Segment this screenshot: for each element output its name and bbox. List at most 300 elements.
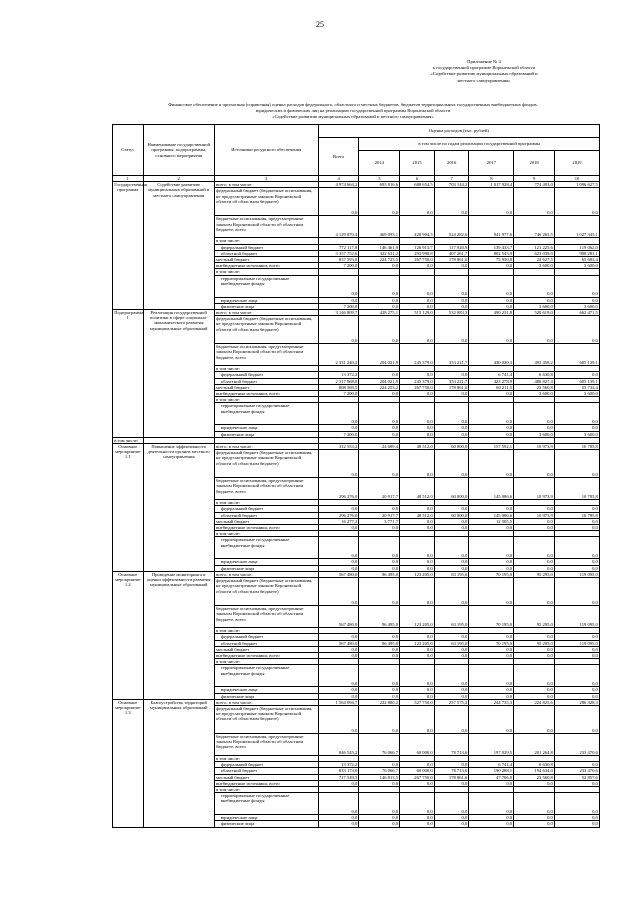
source-label: федеральный бюджет (бюджетные ассигнования, не предусмотренные законом Воронежской области об областном бюджете) (214, 316, 318, 344)
year-value: 1 017 928,4 (469, 182, 514, 188)
source-label: в том числе: (214, 366, 318, 372)
source-label: местный бюджет (214, 646, 318, 652)
year-value: 190 288,1 (469, 768, 514, 774)
source-label: федеральный бюджет (214, 244, 318, 250)
year-value: 0,0 (359, 821, 400, 827)
source-label: федеральный бюджет (214, 372, 318, 378)
year-value: 0,0 (514, 634, 555, 640)
year-value: 0,0 (359, 303, 400, 309)
year-value: 3 771,7 (359, 518, 400, 524)
total-value: 0,0 (318, 316, 359, 344)
year-value: 3 600,0 (514, 391, 555, 397)
total-value: 0,0 (318, 634, 359, 640)
year-value: 65 682,4 (555, 257, 600, 263)
total-value: 0,0 (318, 559, 359, 565)
total-value: 0,0 (318, 793, 359, 815)
year-value: 0,0 (434, 559, 469, 565)
year-value: 524 282,6 (434, 216, 469, 238)
header-estimate: Оценка расходов (тыс. рублей) (318, 125, 599, 138)
year-value: 0,0 (555, 450, 600, 478)
year-value: 0,0 (555, 403, 600, 425)
status-cell: Подпрограмма 1 (113, 310, 144, 438)
year-value: 3 600,0 (555, 391, 600, 397)
year-value: 146 813,5 (359, 774, 400, 780)
year-value: 0,0 (359, 578, 400, 606)
year-value: 60 000,0 (400, 733, 435, 755)
total-value: 567 480,0 (318, 606, 359, 628)
total-value: 312 553,2 (318, 444, 359, 450)
year-value: 0,0 (359, 316, 400, 344)
year-value: 12 505,5 (469, 518, 514, 524)
year-value: 662 471,5 (555, 310, 600, 316)
year-value: 10 785,8 (555, 444, 600, 450)
year-value: 0,0 (514, 275, 555, 297)
year-value: 469 093,1 (359, 216, 400, 238)
year-value: 0,0 (400, 316, 435, 344)
source-label: бюджетные ассигнования, предусмотренные законом Воронежской области об областном бюджете, всего (214, 344, 318, 366)
year-value: 96 495,0 (359, 640, 400, 646)
year-value: 0,0 (469, 188, 514, 216)
source-label: всего, в том числе: (214, 699, 318, 705)
year-value: 3 600,0 (514, 431, 555, 437)
year-value: 353 221,7 (434, 344, 469, 366)
year-value: 23 560,8 (514, 774, 555, 780)
year-value: 123 205,0 (400, 606, 435, 628)
year-value: 0,0 (434, 425, 469, 431)
year-value: 0,0 (400, 578, 435, 606)
year-value: 693 816,6 (359, 182, 400, 188)
year-value: 0,0 (400, 565, 435, 571)
year-value: 63 195,0 (434, 571, 469, 577)
year-value: 0,0 (359, 297, 400, 303)
year-value: 0,0 (434, 263, 469, 269)
year-value: 0,0 (469, 431, 514, 437)
year-value: 204 021,9 (359, 378, 400, 384)
total-value: 0,0 (318, 815, 359, 821)
year-value: 121 225,6 (514, 244, 555, 250)
year-value: 746 265,5 (514, 216, 555, 238)
source-label: областной бюджет (214, 640, 318, 646)
year-value: 0,0 (469, 793, 514, 815)
title-line: юридических и физических лиц на реализацию государственной программы Воронежской области (255, 108, 451, 114)
year-value: 10 785,8 (555, 512, 600, 518)
year-value: 0,0 (400, 793, 435, 815)
year-value: 178 861,6 (434, 257, 469, 263)
year-value: 605 139,1 (555, 344, 600, 366)
source-label: бюджетные ассигнования, предусмотренные законом Воронежской области об областном бюджете, всего (214, 216, 318, 238)
source-label: юридические лица (214, 297, 318, 303)
year-value: 0,0 (434, 652, 469, 658)
year-value: 0,0 (469, 316, 514, 344)
source-label: федеральный бюджет (бюджетные ассигнования, не предусмотренные законом Воронежской области об областном бюджете) (214, 188, 318, 216)
year-value: 0,0 (359, 634, 400, 640)
year-value: 139 433,7 (469, 244, 514, 250)
year-value: 0,0 (434, 821, 469, 827)
year-value: 0,0 (469, 537, 514, 559)
year-value: 126 913,7 (400, 244, 435, 250)
total-value: 7 200,0 (318, 431, 359, 437)
year-value: 123 205,0 (400, 640, 435, 646)
year-value: 0,0 (434, 518, 469, 524)
source-label: территориальные государственные внебюджетные фонды (214, 275, 318, 297)
source-label: в том числе: (214, 659, 318, 665)
year-value: 0,0 (514, 705, 555, 733)
year-value: 53 732,4 (555, 384, 600, 390)
source-label: федеральный бюджет (214, 634, 318, 640)
year-value: 0,0 (434, 450, 469, 478)
year-value: 0,0 (434, 303, 469, 309)
year-value: 24 689,4 (359, 444, 400, 450)
source-label: областной бюджет (214, 250, 318, 256)
year-value: 178 861,6 (434, 774, 469, 780)
year-value: 0,0 (555, 506, 600, 512)
header-status: Статус (113, 125, 144, 176)
year-value: 0,0 (434, 391, 469, 397)
year-value: 0,0 (469, 693, 514, 699)
total-value: 0,0 (318, 537, 359, 559)
year-value: 286 328,3 (555, 699, 600, 705)
appendix-line: Приложение № 4 (467, 59, 501, 64)
year-value: 0,0 (359, 705, 400, 733)
year-value: 0,0 (359, 188, 400, 216)
year-value: 178 861,6 (434, 384, 469, 390)
year-value: 0,0 (469, 705, 514, 733)
year-value: 0,0 (434, 565, 469, 571)
year-value: 76 066,7 (359, 768, 400, 774)
appendix-line: местного самоуправления» (457, 77, 511, 83)
year-value: 95 295,0 (514, 606, 555, 628)
year-value: 0,0 (469, 297, 514, 303)
year-value: 0,0 (400, 425, 435, 431)
source-label: всего, в том числе: (214, 571, 318, 577)
year-value: 0,0 (469, 815, 514, 821)
total-value: 13 372,2 (318, 372, 359, 378)
program-name-cell: Повышение эффективности деятельности органов местного самоуправления (143, 444, 214, 572)
appendix-line: «Содействие развитию муниципальных образований и (430, 71, 538, 77)
year-value: 0,0 (555, 634, 600, 640)
year-value: 0,0 (469, 525, 514, 531)
year-value: 0,0 (359, 815, 400, 821)
year-value: 0,0 (400, 275, 435, 297)
column-number: 7 (434, 176, 469, 182)
year-value: 0,0 (359, 559, 400, 565)
source-label: территориальные государственные внебюджетные фонды (214, 537, 318, 559)
year-value: 0,0 (514, 559, 555, 565)
year-value: 420 904,5 (400, 216, 435, 238)
year-value: 48 512,0 (400, 444, 435, 450)
year-value: 0,0 (469, 559, 514, 565)
year-value: 245 379,0 (400, 378, 435, 384)
total-value: 772 117,8 (318, 244, 359, 250)
total-value: 0,0 (318, 578, 359, 606)
year-value: 0,0 (469, 687, 514, 693)
year-value: 3 600,0 (514, 263, 555, 269)
year-value: 157 592,1 (469, 444, 514, 450)
source-label: внебюджетные источники, всего (214, 652, 318, 658)
total-value: 717 549,5 (318, 774, 359, 780)
year-value: 233 470,6 (555, 733, 600, 755)
year-value: 145 086,6 (469, 478, 514, 500)
column-number: 5 (359, 176, 400, 182)
year-value: 293 990,8 (400, 250, 435, 256)
year-value: 0,0 (469, 275, 514, 297)
total-value: 567 480,0 (318, 571, 359, 577)
year-value: 0,0 (400, 431, 435, 437)
total-value: 837 593,8 (318, 257, 359, 263)
year-value: 407 261,7 (434, 250, 469, 256)
year-value: 224 825,6 (514, 699, 555, 705)
source-label: физические лица (214, 303, 318, 309)
year-value: 0,0 (555, 578, 600, 606)
total-value: 0,0 (318, 403, 359, 425)
header-year: 2016 (434, 151, 469, 176)
year-value: 0,0 (434, 665, 469, 687)
total-value: 833 173,0 (318, 768, 359, 774)
year-value: 0,0 (359, 693, 400, 699)
year-value: 0,0 (400, 815, 435, 821)
table-header (113, 125, 600, 182)
column-number: 9 (514, 176, 555, 182)
status-cell: Государственная программа (113, 182, 144, 310)
year-value: 204 021,9 (359, 344, 400, 366)
year-value: 0,0 (555, 687, 600, 693)
year-value: 0,0 (514, 652, 555, 658)
status-cell: Основное мероприятие 1.2 (113, 571, 144, 699)
source-label: федеральный бюджет (бюджетные ассигнования, не предусмотренные законом Воронежской области об областном бюджете) (214, 578, 318, 606)
year-value: 0,0 (555, 780, 600, 786)
year-value: 0,0 (469, 391, 514, 397)
header-year: 2017 (469, 151, 514, 176)
year-value: 0,0 (400, 652, 435, 658)
year-value: 0,0 (359, 263, 400, 269)
year-value: 0,0 (514, 403, 555, 425)
year-value: 0,0 (434, 506, 469, 512)
year-value: 75 950,8 (469, 257, 514, 263)
year-value: 0,0 (469, 450, 514, 478)
source-label: территориальные государственные внебюджетные фонды (214, 403, 318, 425)
year-value: 0,0 (555, 693, 600, 699)
header-year: 2018 (514, 151, 555, 176)
source-label: юридические лица (214, 815, 318, 821)
year-value: 0,0 (400, 705, 435, 733)
column-number: 2 (143, 176, 214, 182)
year-value: 0,0 (514, 665, 555, 687)
year-value: 0,0 (434, 634, 469, 640)
section-label: в том числе: (113, 437, 144, 443)
year-value: 244 735,3 (469, 699, 514, 705)
year-value: 0,0 (434, 316, 469, 344)
year-value: 76 066,7 (359, 733, 400, 755)
source-label: в том числе: (214, 786, 318, 792)
source-label: местный бюджет (214, 774, 318, 780)
year-value: 513 129,0 (400, 310, 435, 316)
year-value: 0,0 (469, 646, 514, 652)
appendix-header (374, 59, 594, 84)
year-value: 0,0 (359, 762, 400, 768)
year-value: 0,0 (400, 687, 435, 693)
year-value: 0,0 (434, 693, 469, 699)
year-value: 3 600,0 (555, 263, 600, 269)
year-value: 0,0 (359, 506, 400, 512)
year-value: 0,0 (400, 403, 435, 425)
year-value: 0,0 (434, 687, 469, 693)
total-value: 0,0 (318, 652, 359, 658)
year-value: 52 857,6 (555, 774, 600, 780)
total-value: 0,0 (318, 687, 359, 693)
year-value: 1 096 627,5 (555, 182, 600, 188)
year-value: 0,0 (555, 565, 600, 571)
year-value: 6 741,4 (469, 372, 514, 378)
column-number: 4 (318, 176, 359, 182)
year-value: 0,0 (555, 762, 600, 768)
year-value: 119 095,0 (555, 571, 600, 577)
year-value: 78 713,6 (434, 768, 469, 774)
year-value: 24 627,5 (514, 257, 555, 263)
source-label: всего, в том числе: (214, 310, 318, 316)
year-value: 10 973,9 (514, 512, 555, 518)
year-value: 3 600,0 (555, 431, 600, 437)
source-label: в том числе: (214, 755, 318, 761)
year-value: 0,0 (359, 665, 400, 687)
year-value: 48 512,0 (400, 478, 435, 500)
year-value: 257 575,2 (434, 699, 469, 705)
year-value: 0,0 (555, 821, 600, 827)
year-value: 233 470,6 (555, 768, 600, 774)
year-value: 3 600,0 (514, 303, 555, 309)
total-value: 567 480,0 (318, 640, 359, 646)
source-label: местный бюджет (214, 257, 318, 263)
total-value: 0,0 (318, 297, 359, 303)
year-value: 0,0 (555, 525, 600, 531)
source-label: в том числе: (214, 628, 318, 634)
year-value: 423 278,9 (469, 378, 514, 384)
year-value: 10 973,9 (514, 444, 555, 450)
year-value: 70 195,0 (469, 640, 514, 646)
total-value: 0,0 (318, 665, 359, 687)
year-value: 0,0 (555, 559, 600, 565)
year-value: 0,0 (514, 646, 555, 652)
year-value: 0,0 (434, 188, 469, 216)
year-value: 0,0 (359, 793, 400, 815)
source-label: в том числе: (214, 531, 318, 537)
column-number: 3 (214, 176, 318, 182)
year-value: 0,0 (400, 559, 435, 565)
year-value: 0,0 (434, 275, 469, 297)
source-label: территориальные государственные внебюджетные фонды (214, 793, 318, 815)
year-value: 0,0 (514, 525, 555, 531)
source-label: федеральный бюджет (бюджетные ассигнования, не предусмотренные законом Воронежской области об областном бюджете) (214, 705, 318, 733)
year-value: 123 205,0 (400, 571, 435, 577)
year-value: 63 195,0 (434, 606, 469, 628)
year-value: 0,0 (514, 506, 555, 512)
year-value: 10 785,8 (555, 478, 600, 500)
year-value: 0,0 (434, 815, 469, 821)
source-label: местный бюджет (214, 384, 318, 390)
total-value: 0,0 (318, 506, 359, 512)
year-value: 0,0 (359, 537, 400, 559)
year-value: 802 543,9 (469, 250, 514, 256)
year-value: 0,0 (400, 762, 435, 768)
year-value: 428 275,1 (359, 310, 400, 316)
year-value: 0,0 (434, 297, 469, 303)
source-label: юридические лица (214, 687, 318, 693)
year-value: 0,0 (359, 431, 400, 437)
source-label: внебюджетные источники, всего (214, 263, 318, 269)
document-title (108, 102, 598, 121)
header-source: Источники ресурсного обеспечения (214, 125, 318, 176)
year-value: 623 039,9 (514, 250, 555, 256)
source-label: федеральный бюджет (214, 762, 318, 768)
year-value: 0,0 (400, 821, 435, 827)
year-value: 0,0 (555, 297, 600, 303)
total-value: 846 545,2 (318, 733, 359, 755)
year-value: 95 295,0 (514, 640, 555, 646)
header-by-years: в том числе по годам реализации государственной программы (359, 138, 600, 151)
header-total: Всего (318, 138, 359, 176)
year-value: 0,0 (359, 372, 400, 378)
year-value: 0,0 (359, 565, 400, 571)
source-label: бюджетные ассигнования, предусмотренные законом Воронежской области об областном бюджете, всего (214, 478, 318, 500)
year-value: 322 631,2 (359, 250, 400, 256)
year-value: 0,0 (359, 646, 400, 652)
year-value: 1 027 345,1 (555, 216, 600, 238)
year-value: 688 654,5 (400, 182, 435, 188)
column-number: 1 (113, 176, 144, 182)
year-value: 0,0 (555, 275, 600, 297)
year-value: 0,0 (359, 687, 400, 693)
source-label: внебюджетные источники, всего (214, 780, 318, 786)
year-value: 63 195,0 (434, 640, 469, 646)
financing-table (112, 124, 600, 828)
year-value: 0,0 (434, 537, 469, 559)
total-value: 0,0 (318, 705, 359, 733)
year-value: 0,0 (514, 565, 555, 571)
year-value: 0,0 (400, 188, 435, 216)
source-label: бюджетные ассигнования, предусмотренные законом Воронежской области об областном бюджете, всего (214, 733, 318, 755)
source-label: физические лица (214, 693, 318, 699)
total-value: 7 200,0 (318, 263, 359, 269)
year-value: 0,0 (555, 705, 600, 733)
year-value: 0,0 (555, 646, 600, 652)
year-value: 6 630,8 (514, 372, 555, 378)
year-value: 47 706,0 (469, 774, 514, 780)
year-value: 0,0 (555, 652, 600, 658)
total-value: 808 369,5 (318, 384, 359, 390)
appendix-line: к государственной программе Воронежской области (432, 65, 536, 71)
column-number: 10 (555, 176, 600, 182)
year-value: 0,0 (555, 518, 600, 524)
table-body (113, 182, 600, 827)
status-cell: Основное мероприятие 1.3 (113, 699, 144, 827)
year-value: 0,0 (400, 303, 435, 309)
year-value: 0,0 (555, 372, 600, 378)
source-label: областной бюджет (214, 512, 318, 518)
page-number: 25 (316, 20, 324, 29)
source-label: в том числе: (214, 238, 318, 244)
source-label: всего, в том числе: (214, 444, 318, 450)
year-value: 23 560,8 (514, 384, 555, 390)
year-value: 224 723,5 (359, 257, 400, 263)
year-value: 327 750,0 (400, 699, 435, 705)
total-value: 0,0 (318, 188, 359, 216)
total-value: 1 564 094,7 (318, 699, 359, 705)
year-value: 0,0 (555, 665, 600, 687)
total-value: 16 277,2 (318, 518, 359, 524)
year-value: 0,0 (400, 646, 435, 652)
source-label: федеральный бюджет (бюджетные ассигнования, не предусмотренные законом Воронежской области об областном бюджете) (214, 450, 318, 478)
program-name-cell: Содействие развитию муниципальных образований и местного самоуправления (143, 182, 214, 310)
program-name-cell: Благоустройство территорий муниципальных образований (143, 699, 214, 827)
